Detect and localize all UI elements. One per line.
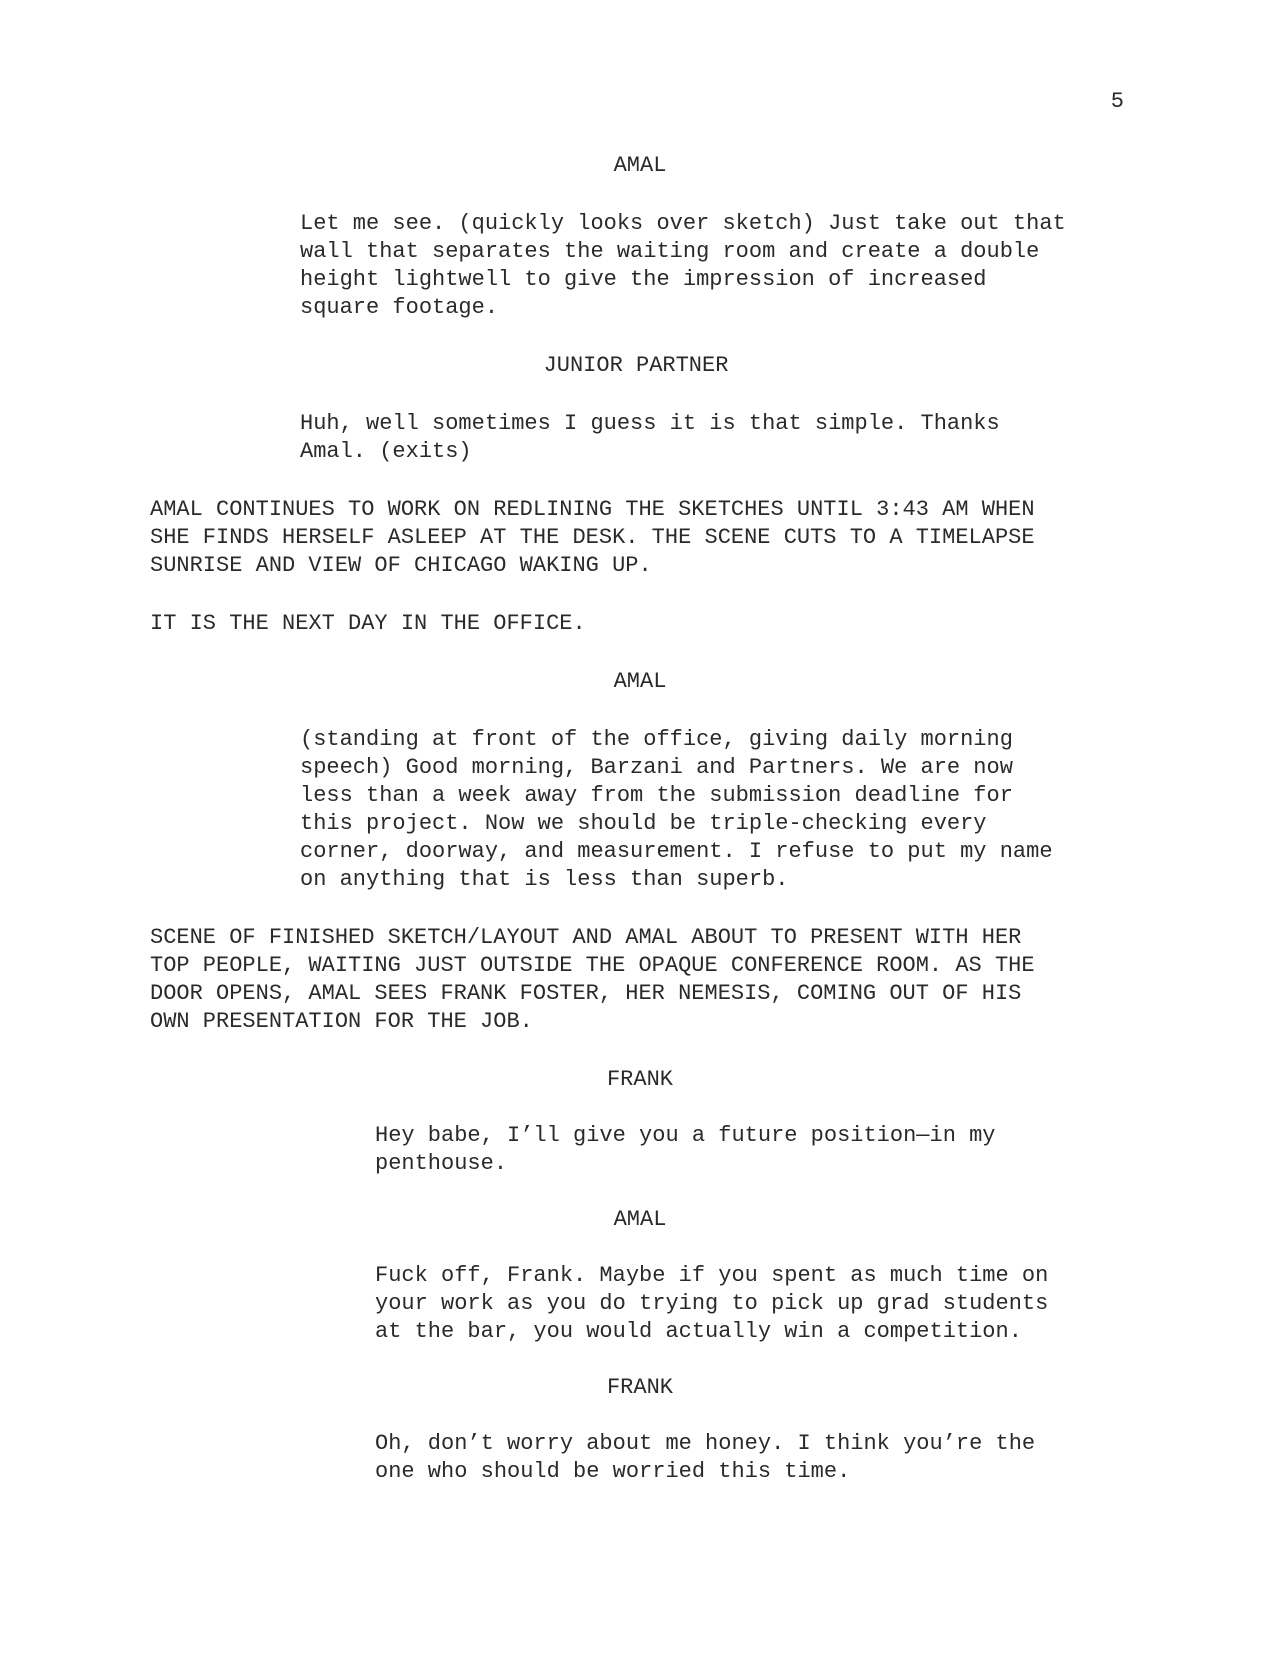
dialogue: (standing at front of the office, giving daily morning speech) Good morning, Barzani and Partners. We are now less than a week away from the submission deadline for this project. Now we should be triple-checking every corner, doorway, and measurement. I refuse to put my name on anything that is less than superb. [300, 727, 1053, 892]
character-name: AMAL [613, 153, 667, 178]
dialogue: Hey babe, I’ll give you a future position—in my penthouse. [375, 1123, 996, 1176]
dialogue: Oh, don’t worry about me honey. I think you’re the one who should be worried this time. [375, 1431, 1036, 1484]
dialogue: Fuck off, Frank. Maybe if you spent as much time on your work as you do trying to pick up grad students at the bar, you would actually win a competition. [375, 1263, 1049, 1344]
dialogue: Huh, well sometimes I guess it is that simple. Thanks Amal. (exits) [300, 411, 1000, 464]
character-name: AMAL [613, 1207, 667, 1232]
action-line: SCENE OF FINISHED SKETCH/LAYOUT AND AMAL ABOUT TO PRESENT WITH HER TOP PEOPLE, WAITING JUST OUTSIDE THE OPAQUE CONFERENCE ROOM. AS THE DOOR OPENS, AMAL SEES FRANK FOSTER, HER NEMESIS, COMING OUT OF HIS OWN PRESENTATION FOR THE JOB. [150, 925, 1035, 1034]
page-number: 5 [1110, 89, 1124, 114]
character-name: FRANK [606, 1375, 673, 1400]
character-name: AMAL [613, 669, 667, 694]
action-line: AMAL CONTINUES TO WORK ON REDLINING THE SKETCHES UNTIL 3:43 AM WHEN SHE FINDS HERSELF ASLEEP AT THE DESK. THE SCENE CUTS TO A TIMELAPSE SUNRISE AND VIEW OF CHICAGO WAKING UP. [150, 497, 1035, 578]
character-name: JUNIOR PARTNER [543, 353, 729, 378]
character-name: FRANK [606, 1067, 673, 1092]
dialogue: Let me see. (quickly looks over sketch) Just take out that wall that separates the waiting room and create a double height lightwell to give the impression of increased square footage. [300, 211, 1066, 320]
action-line: IT IS THE NEXT DAY IN THE OFFICE. [150, 611, 586, 636]
